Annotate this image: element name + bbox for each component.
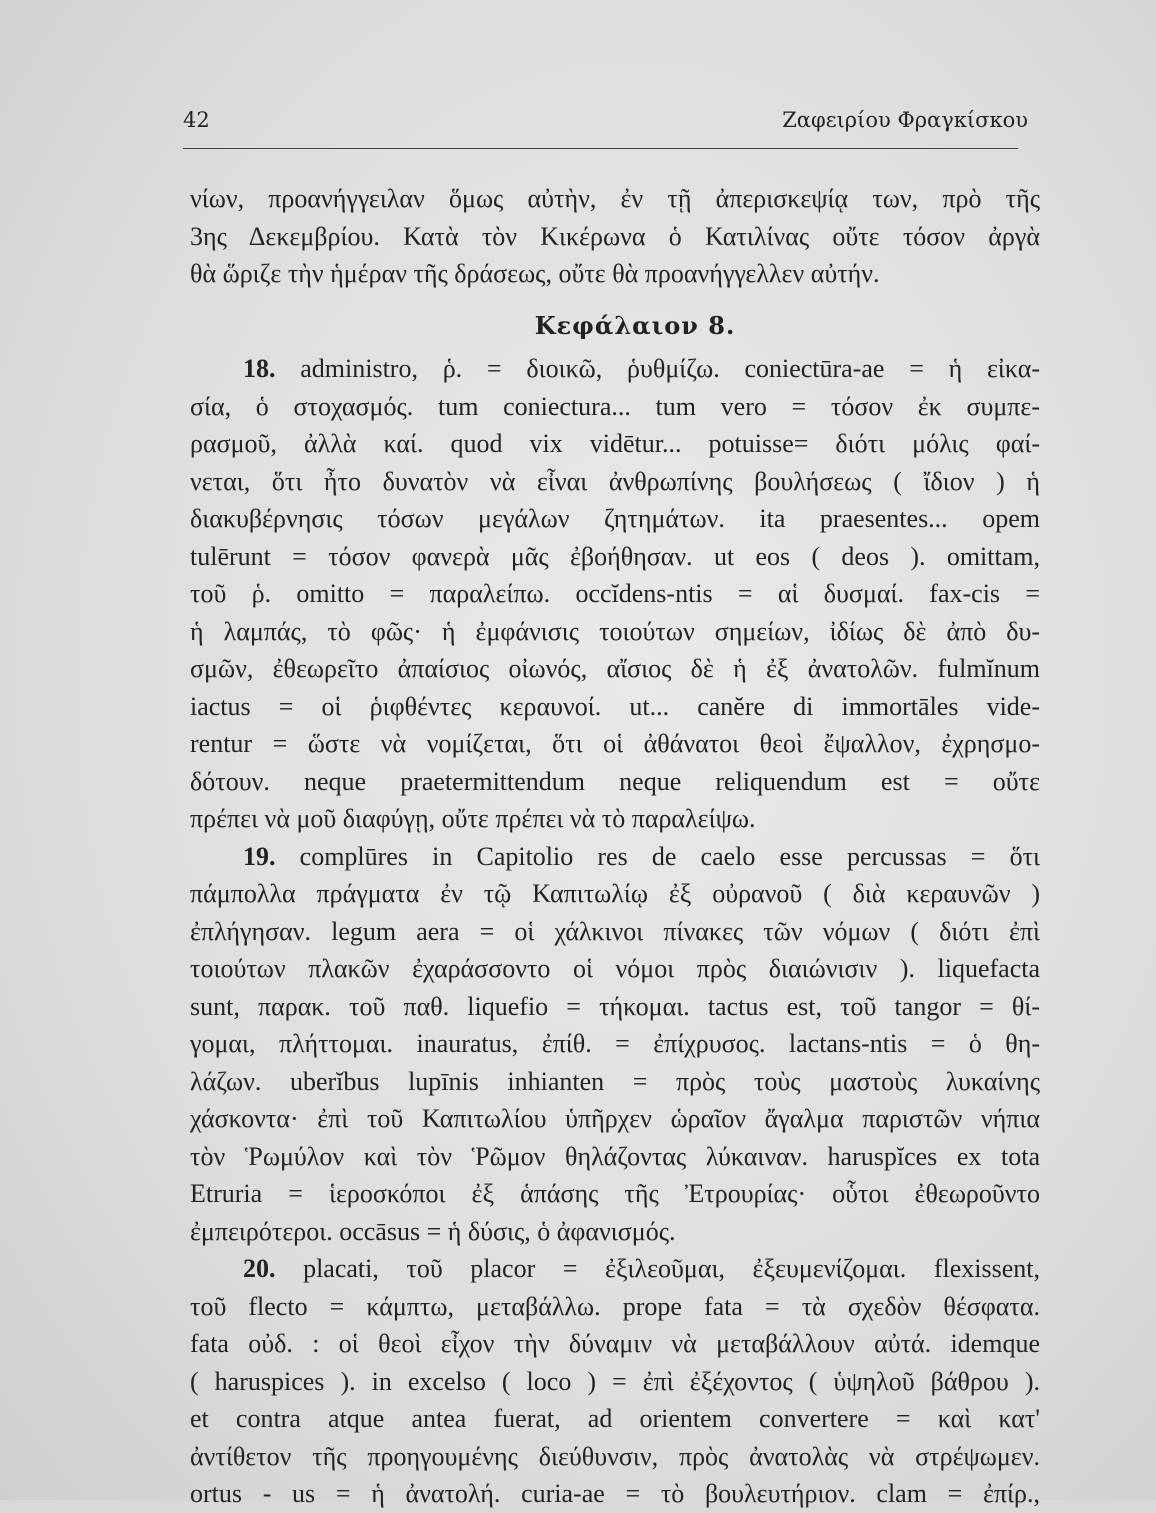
section-number: 19. [243,841,276,871]
text-line: ( haruspices ). in excelso ( loco ) = ἐπὶ ἐξέχοντος ( ὑψηλοῦ βάθρου ). [190,1366,1040,1396]
text-line: δότουν. neque praetermittendum neque reliquendum est = οὔτε [190,766,1040,796]
text-line: sunt, παρακ. τοῦ παθ. liquefio = τήκομαι. tactus est, τοῦ tangor = θί- [190,991,1040,1021]
text-line: tulērunt = τόσον φανερὰ μᾶς ἐβοήθησαν. ut eos ( deos ). omittam, [190,541,1040,571]
text-line: ἡ λαμπάς, τὸ φῶς· ἡ ἐμφάνισις τοιούτων σημείων, ἰδίως δὲ ἀπὸ δυ- [190,616,1040,646]
section-first-line [190,1250,1040,1288]
section-first-line [190,838,1040,876]
text-line: τὸν Ῥωμύλον καὶ τὸν Ῥῶμον θηλάζοντας λύκαιναν. haruspĭces ex tota [190,1141,1040,1171]
text-segment: administro, ῥ. = διοικῶ, ῥυθμίζω. coniectūra-ae = ἡ εἰκα- [300,354,1040,383]
running-header [183,108,1028,142]
text-line: διακυβέρνησις τόσων μεγάλων ζητημάτων. ita praesentes... opem [190,504,1040,533]
text-line: ἐμπειρότεροι. occāsus = ἡ δύσις, ὁ ἀφανισμός. [190,1216,676,1246]
text-line: τοιούτων πλακῶν ἐχαράσσοντο οἱ νόμοι πρὸς διαιώνισιν ). liquefacta [190,954,1040,983]
text-line: πάμπολλα πράγματα ἐν τῷ Καπιτωλίῳ ἐξ οὐρανοῦ ( διὰ κεραυνῶν ) [190,879,1040,908]
text-line: πρέπει νὰ μοῦ διαφύγῃ, οὔτε πρέπει νὰ τὸ παραλείψω. [190,804,756,833]
text-line: σμῶν, ἐθεωρεῖτο ἀπαίσιος οἰωνός, αἴσιος δὲ ἡ ἐξ ἀνατολῶν. fulmĭnum [190,654,1040,683]
body-text [190,180,1040,1513]
text-line: fata οὐδ. : οἱ θεοὶ εἶχον τὴν δύναμιν νὰ μεταβάλλουν αὐτά. idemque [190,1329,1040,1358]
text-line: et contra atque antea fuerat, ad orientem convertere = καὶ κατ' [190,1404,1040,1433]
text-segment: complūres in Capitolio res de caelo esse percussas = ὅτι [299,841,1040,871]
text-line: τοῦ ῥ. omitto = παραλείπω. occĭdens-ntis = αἱ δυσμαί. fax-cis = [190,579,1040,608]
section-19 [190,838,1040,1251]
section-first-line [190,350,1040,388]
text-line: ortus - us = ἡ ἀνατολή. curia-ae = τὸ βουλευτήριον. clam = ἐπίρ., [190,1479,1040,1508]
text-segment: placati, τοῦ placor = ἐξιλεοῦμαι, ἐξευμενίζομαι. flexissent, [303,1254,1040,1283]
text-line: λάζων. uberĭbus lupīnis inhianten = πρὸς τοὺς μαστοὺς λυκαίνης [190,1066,1040,1096]
text-line: θὰ ὥριζε τὴν ἡμέραν τῆς δράσεως, οὔτε θὰ προανήγγελλεν αὐτήν. [190,259,880,288]
page-number: 42 [183,108,210,132]
text-line: ἀντίθετον τῆς προηγουμένης διεύθυνσιν, πρὸς ἀνατολὰς νὰ στρέψωμεν. [190,1441,1040,1471]
running-title-author: Ζαφειρίου Φραγκίσκου [782,108,1028,132]
text-line: Etruria = ἱεροσκόποι ἐξ ἁπάσης τῆς Ἐτρουρίας· οὗτοι ἐθεωροῦντο [190,1179,1040,1208]
text-line: νίων, προανήγγειλαν ὅμως αὐτὴν, ἐν τῇ ἀπερισκεψίᾳ των, πρὸ τῆς [190,184,1040,213]
text-line: σία, ὁ στοχασμός. tum coniectura... tum vero = τόσον ἐκ συμπε- [190,391,1040,421]
text-line: iactus = οἱ ῥιφθέντες κεραυνοί. ut... canĕre di immortāles vide- [190,691,1040,721]
header-rule [183,148,1018,149]
text-line: τοῦ flecto = κάμπτω, μεταβάλλω. prope fata = τὰ σχεδὸν θέσφατα. [190,1291,1040,1321]
section-18 [190,350,1040,838]
text-line: ἐπλήγησαν. legum aera = οἱ χάλκινοι πίνακες τῶν νόμων ( διότι ἐπὶ [190,916,1040,946]
section-number: 18. [243,354,276,383]
intro-paragraph [190,180,1040,293]
text-line: 3ης Δεκεμβρίου. Κατὰ τὸν Κικέρωνα ὁ Κατιλίνας οὔτε τόσον ἀργὰ [190,221,1040,251]
text-line: ρασμοῦ, ἀλλὰ καί. quod vix vidētur... potuisse= διότι μόλις φαί- [190,429,1040,458]
text-line: rentur = ὥστε νὰ νομίζεται, ὅτι οἱ ἀθάνατοι θεοὶ ἔψαλλον, ἐχρησμο- [190,729,1040,758]
section-20 [190,1250,1040,1513]
chapter-heading: Κεφάλαιον 8. [534,310,736,340]
text-line: νεται, ὅτι ἦτο δυνατὸν νὰ εἶναι ἀνθρωπίνης βουλήσεως ( ἴδιον ) ἡ [190,466,1040,496]
text-line: γομαι, πλήττομαι. inauratus, ἐπίθ. = ἐπίχρυσος. lactans-ntis = ὁ θη- [190,1029,1040,1058]
section-number: 20. [243,1254,276,1283]
text-line: χάσκοντα· ἐπὶ τοῦ Καπιτωλίου ὑπῆρχεν ὡραῖον ἄγαλμα παριστῶν νήπια [190,1104,1040,1133]
